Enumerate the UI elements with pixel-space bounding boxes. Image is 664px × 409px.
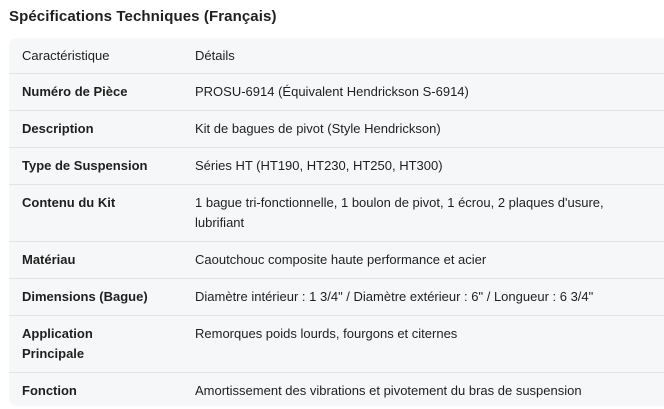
- table-row: [9, 74, 664, 111]
- table-row: [9, 242, 664, 279]
- row-value: Remorques poids lourds, fourgons et citernes: [195, 316, 664, 373]
- table-row: [9, 148, 664, 185]
- table-row: [9, 373, 664, 409]
- row-key: Dimensions (Bague): [9, 279, 195, 316]
- row-value: Diamètre intérieur : 1 3/4" / Diamètre extérieur : 6" / Longueur : 6 3/4": [195, 279, 664, 316]
- row-key: Fonction: [9, 373, 195, 409]
- row-key: Contenu du Kit: [9, 185, 195, 242]
- column-header-feature: Caractéristique: [9, 38, 195, 74]
- spec-table-container: [9, 38, 664, 406]
- row-key: Type de Suspension: [9, 148, 195, 185]
- row-value: Amortissement des vibrations et pivotement du bras de suspension: [195, 373, 664, 409]
- row-key: Numéro de Pièce: [9, 74, 195, 111]
- row-key: Matériau: [9, 242, 195, 279]
- table-row: [9, 316, 664, 373]
- table-header-row: [9, 38, 664, 74]
- row-value: Caoutchouc composite haute performance et acier: [195, 242, 664, 279]
- row-value: Séries HT (HT190, HT230, HT250, HT300): [195, 148, 664, 185]
- row-key: Application Principale: [9, 316, 195, 373]
- table-row: [9, 111, 664, 148]
- spec-table: [9, 38, 664, 409]
- row-value: PROSU-6914 (Équivalent Hendrickson S-6914): [195, 74, 664, 111]
- row-value: Kit de bagues de pivot (Style Hendrickson): [195, 111, 664, 148]
- row-value: 1 bague tri-fonctionnelle, 1 boulon de pivot, 1 écrou, 2 plaques d'usure, lubrifiant: [195, 185, 664, 242]
- column-header-details: Détails: [195, 38, 664, 74]
- section-title: Spécifications Techniques (Français): [9, 8, 277, 25]
- table-row: [9, 279, 664, 316]
- table-row: [9, 185, 664, 242]
- row-key: Description: [9, 111, 195, 148]
